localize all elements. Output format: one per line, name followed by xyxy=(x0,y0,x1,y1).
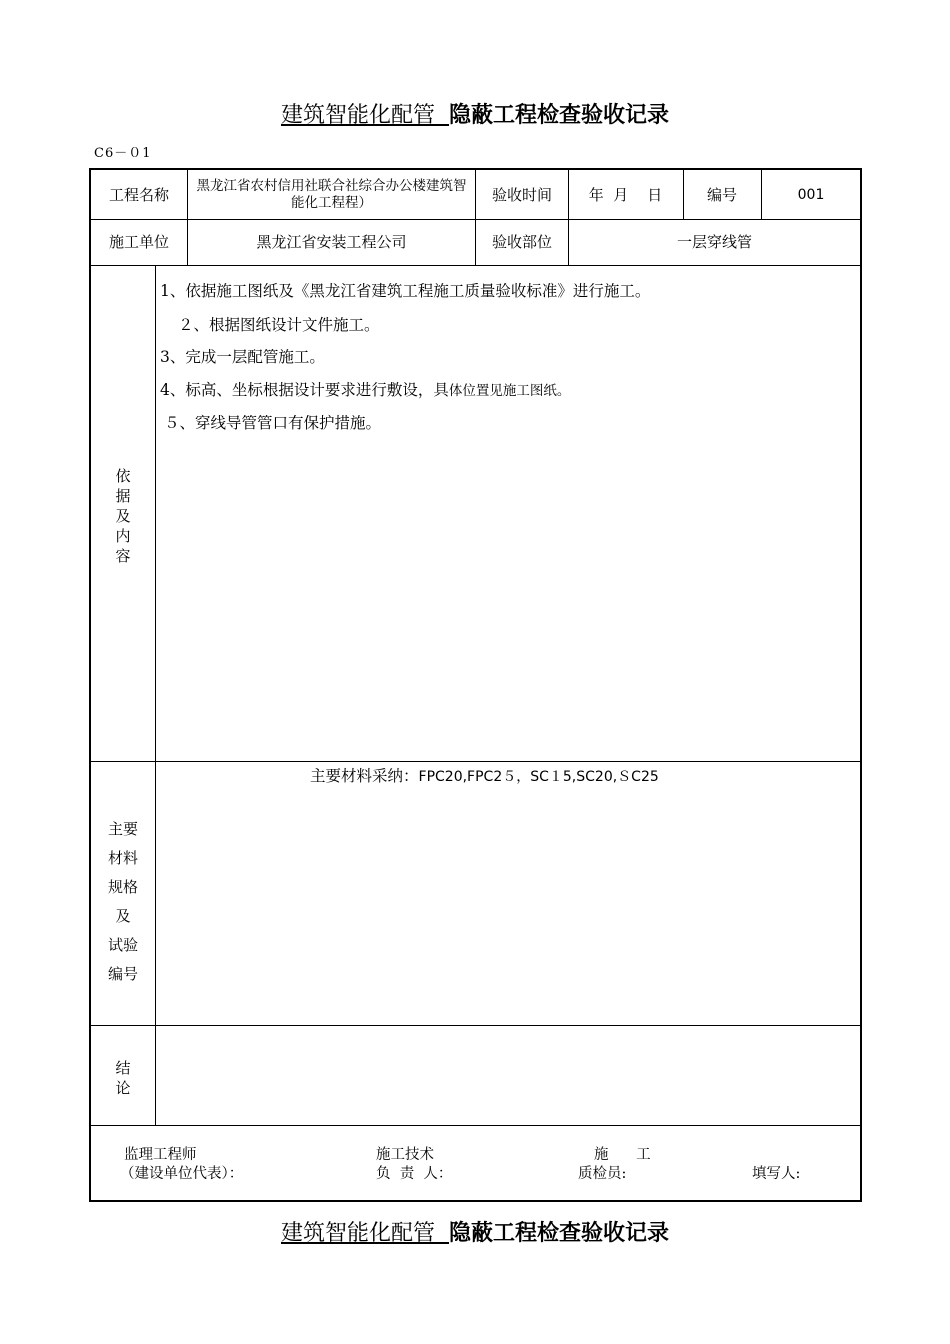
basis-item-2: ２、根据图纸设计文件施工。 xyxy=(178,316,380,334)
title-part1: 建筑智能化配管 xyxy=(280,103,435,128)
conclusion-label: 结 论 xyxy=(115,1059,131,1097)
number-label: 编号 xyxy=(706,185,737,204)
inspection-time-value: 年 月 日 xyxy=(588,185,663,204)
col-divider xyxy=(155,265,156,1125)
basis-item-1: 1、依据施工图纸及《黑龙江省建筑工程施工质量验收标准》进行施工。 xyxy=(160,282,651,300)
tech-lead-signature: 施工技术 负 责 人： xyxy=(376,1147,453,1182)
form-code: C6－０1 xyxy=(94,146,152,161)
basis-item-4: 4、标高、坐标根据设计要求进行敷设，具体位置见施工图纸。 xyxy=(160,381,571,399)
filler-signature: 填写人: xyxy=(752,1166,801,1182)
row-divider xyxy=(91,265,860,266)
title-part2: 隐蔽工程检查验收记录 xyxy=(449,1221,670,1246)
inspection-part-label: 验收部位 xyxy=(491,233,552,251)
supervisor-signature: 监理工程师 （建设单位代表）： xyxy=(120,1147,244,1182)
row-divider xyxy=(91,761,860,762)
title-part2: 隐蔽工程检查验收记录 xyxy=(449,103,670,128)
materials-label: 主要 材料 规格 及 试验 编号 xyxy=(107,820,138,983)
basis-item-3: 3、完成一层配管施工。 xyxy=(160,348,325,366)
qc-signature: 施 工 质检员: xyxy=(578,1147,651,1182)
project-name-label: 工程名称 xyxy=(108,185,169,204)
inspection-time-label: 验收时间 xyxy=(491,185,552,204)
row-divider xyxy=(91,1125,860,1126)
construction-unit-value: 黑龙江省安装工程公司 xyxy=(256,233,407,251)
number-value: 001 xyxy=(797,186,825,203)
row-divider xyxy=(91,1025,860,1026)
page-title-repeat xyxy=(0,1216,950,1247)
basis-label: 依 据 及 内 容 xyxy=(115,467,131,565)
title-part1: 建筑智能化配管 xyxy=(280,1221,435,1246)
basis-item-5: ５、穿线导管管口有保护措施。 xyxy=(164,414,382,432)
project-name-value: 黑龙江省农村信用社联合社综合办公楼建筑智能化工程程） xyxy=(196,177,467,211)
construction-unit-label: 施工单位 xyxy=(108,233,169,251)
inspection-part-value: 一层穿线管 xyxy=(676,233,752,251)
page-title xyxy=(0,98,950,129)
materials-text: 主要材料采纳：FPC20,FPC2５，SC１5,SC20,ＳC25 xyxy=(310,767,659,785)
